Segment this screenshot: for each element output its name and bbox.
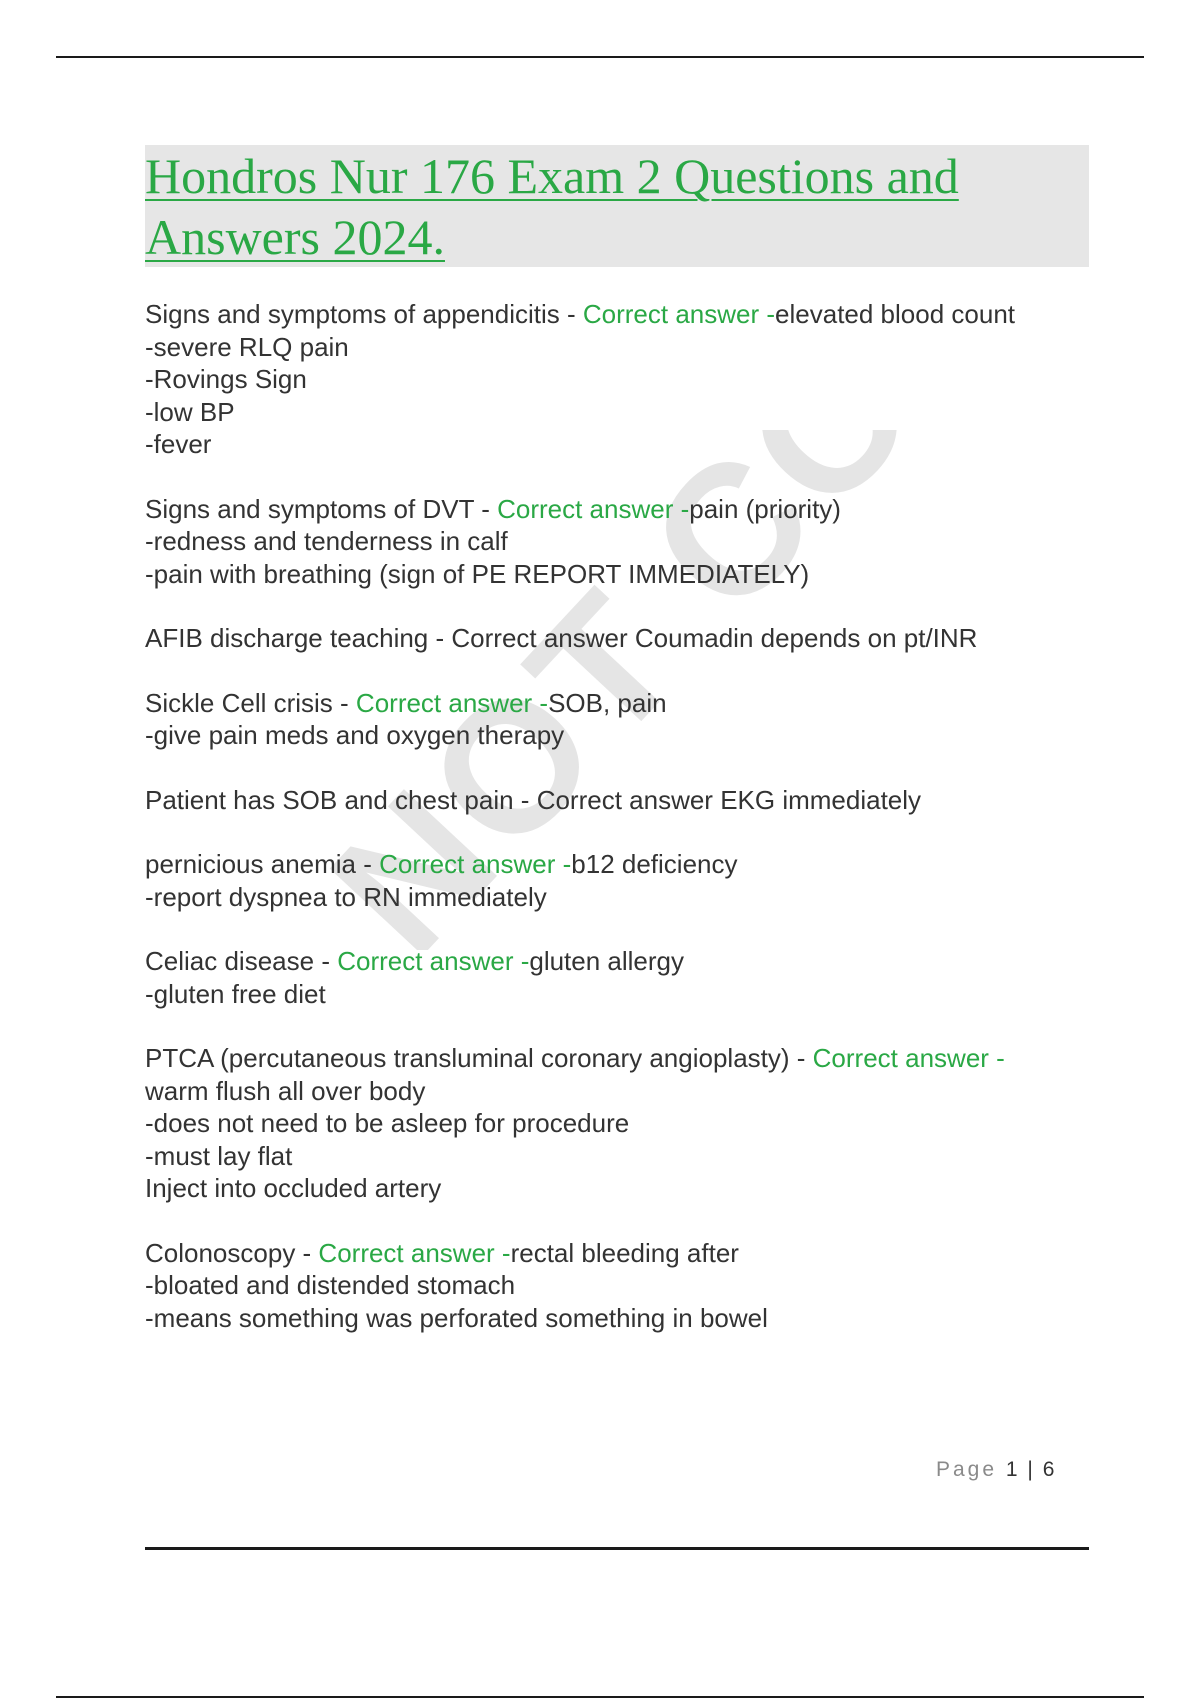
page-title: Hondros Nur 176 Exam 2 Questions and Answers 2024. — [145, 148, 959, 265]
qa-item — [145, 622, 1089, 655]
qa-question: Signs and symptoms of DVT - — [145, 493, 498, 524]
qa-answer-label: Correct answer - — [379, 849, 572, 879]
qa-question: pernicious anemia - — [145, 849, 380, 879]
qa-answer: warm flush all over body -does not need to be asleep for procedure -must lay flat Inject into occluded artery — [145, 1075, 630, 1203]
qa-answer: SOB, pain -give pain meds and oxygen therapy — [145, 687, 667, 750]
qa-item — [145, 784, 1089, 817]
page-number — [936, 1458, 1056, 1482]
qa-item — [145, 945, 1089, 1010]
qa-question: PTCA (percutaneous transluminal coronary angioplasty) - — [145, 1043, 813, 1073]
qa-item — [145, 687, 1089, 752]
qa-answer-label: Correct answer - — [497, 493, 690, 524]
qa-answer: elevated blood count -severe RLQ pain -Rovings Sign -low BP -fever — [145, 299, 1015, 459]
qa-answer-label: Correct answer — [451, 623, 628, 653]
footer-rule — [145, 1547, 1089, 1550]
qa-list — [145, 298, 1089, 1366]
qa-answer-label: Correct answer - — [355, 687, 549, 718]
qa-answer-label: Correct answer - — [318, 1237, 511, 1268]
qa-answer: pain (priority) -redness and tenderness in calf -pain with breathing (sign of PE REPORT IMMEDIATELY) — [145, 493, 841, 589]
qa-question: Celiac disease - — [145, 946, 338, 976]
qa-item — [145, 1237, 1089, 1335]
qa-answer-label: Correct answer - — [582, 299, 776, 329]
qa-question: Sickle Cell crisis - — [145, 687, 356, 718]
qa-item — [145, 848, 1089, 913]
page-bottom-rule — [56, 1696, 1144, 1698]
qa-answer-label: Correct answer - — [812, 1043, 1005, 1073]
qa-item — [145, 493, 1089, 591]
qa-question: Signs and symptoms of appendicitis - — [145, 299, 583, 329]
page-word: Page — [936, 1458, 998, 1481]
qa-answer: b12 deficiency -report dyspnea to RN immediately — [145, 849, 738, 912]
qa-answer: EKG immediately — [712, 784, 922, 815]
page-count: 1 | 6 — [1005, 1458, 1057, 1481]
qa-answer: rectal bleeding after -bloated and distended stomach -means something was perforated something in bowel — [145, 1237, 768, 1333]
qa-question: Colonoscopy - — [145, 1237, 319, 1268]
qa-item — [145, 298, 1089, 461]
qa-answer-label: Correct answer — [536, 784, 713, 815]
top-rule — [56, 56, 1144, 58]
qa-question: AFIB discharge teaching - — [145, 623, 452, 653]
qa-answer-label: Correct answer - — [337, 946, 530, 976]
qa-answer: Coumadin depends on pt/INR — [627, 623, 978, 653]
qa-item — [145, 1042, 1089, 1205]
qa-answer: gluten allergy -gluten free diet — [145, 946, 685, 1009]
qa-question: Patient has SOB and chest pain - — [145, 784, 537, 815]
